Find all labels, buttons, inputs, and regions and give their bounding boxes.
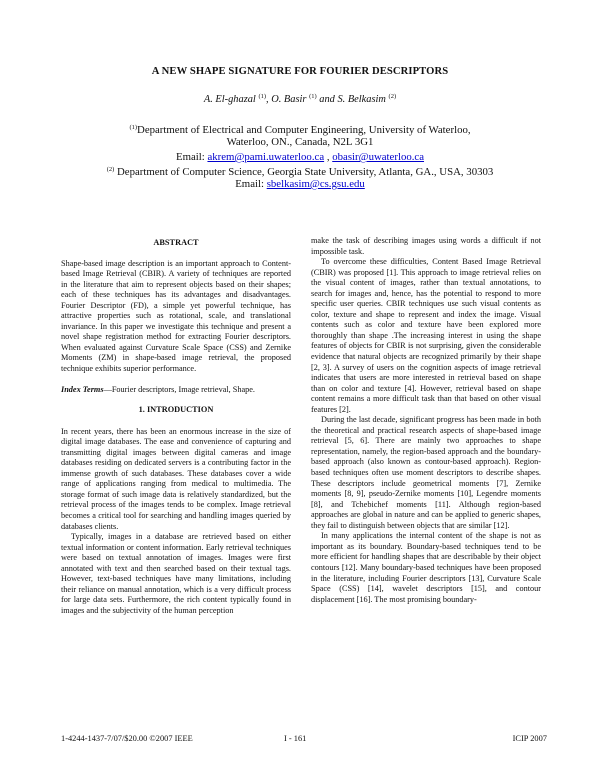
abstract-text: Shape-based image description is an important approach to Content-based Image Retrieval (CBIR). A variety of techniques are reported in the literature that aim to represent objects based on their shapes; each of these techniques has its advantages and disadvantages. Fourier Descriptor (FD), a simple yet powerful technique, has attractive properties such as rotational, scale, and translational invariance. In this paper we investigate this technique and present a novel shape registration method for extracting Fourier descriptors. When evaluated against Curvature Scale Space (CSS) and Zernike Moments (ZM) in shape-based image retrieval, the proposed technique exhibits superior performance.: [61, 258, 291, 374]
footer-conference: ICIP 2007: [512, 734, 547, 743]
author-affiliation-mark: (1): [309, 93, 317, 100]
author-name: O. Basir: [271, 94, 307, 105]
affiliation-2-email-line: [0, 177, 600, 191]
footer-page-number: I - 161: [284, 734, 307, 743]
email-label: Email:: [235, 178, 267, 190]
introduction-heading: 1. INTRODUCTION: [138, 405, 214, 415]
body-paragraph: Typically, images in a database are retrieved based on either textual information or content information. Early retrieval techniques were based on textual annotation of images. Images were first annotated with text and then searched based on their textual tags. However, text-based techniques have many limitations, including their reliance on manual annotation, which is a very difficult process for large data sets. Furthermore, the rich content typically found in images and the subjectivity of the human perception: [61, 532, 291, 615]
affiliation-1-email-line: [0, 150, 600, 164]
index-terms-label: Index Terms: [61, 384, 104, 394]
body-paragraph: In many applications the internal content of the shape is not as important as its boundary. Boundary-based techniques tend to be more efficient for handling shapes that are describable by their object contours [12]. Many boundary-based techniques have been proposed in the literature, including Fourier descriptors [13], Curvature Scale Space (CSS) [14], wavelet descriptors [15], and contour displacement [16]. The most promising boundary-: [311, 531, 541, 604]
footer-copyright: 1-4244-1437-7/07/$20.00 ©2007 IEEE: [61, 734, 193, 743]
email-separator: ,: [324, 151, 333, 163]
email-link[interactable]: akrem@pami.uwaterloo.ca: [207, 151, 325, 163]
author-list: [0, 93, 600, 105]
affiliation-mark: (2): [106, 166, 115, 173]
author-and: and: [316, 94, 338, 105]
email-label: Email:: [175, 151, 208, 163]
author-name: S. Belkasim: [337, 94, 386, 105]
affiliation-mark: (1): [129, 124, 138, 131]
author-separator: ,: [266, 94, 272, 105]
author-affiliation-mark: (1): [258, 93, 267, 100]
page-footer: [61, 734, 547, 746]
right-column: [311, 236, 541, 605]
email-link[interactable]: sbelkasim@cs.gsu.edu: [266, 178, 365, 190]
paper-title: A NEW SHAPE SIGNATURE FOR FOURIER DESCRIPTORS: [151, 66, 449, 77]
affiliation-text: Department of Electrical and Computer Engineering, University of Waterloo,: [137, 124, 471, 136]
body-paragraph: In recent years, there has been an enormous increase in the size of digital image databases. The ease and convenience of capturing and transmitting digital images between digital cameras and image databases residing on dedicated servers is a contributing factor in the immense growth of such databases. These databases cover a wide range of applications ranging from medical to multimedia. The storage format of such image data is relatively standardized, but the retrieval process of the images tends to be complex. Image retrieval becomes a critical tool for searching and handling images queried by databases clients.: [61, 426, 291, 531]
affiliation-text: Department of Computer Science, Georgia State University, Atlanta, GA., USA, 30303: [114, 166, 494, 178]
body-paragraph: To overcome these difficulties, Content Based Image Retrieval (CBIR) was proposed [1]. This approach to image retrieval relies on the visual content of images, rather than textual annotations, to search for images and, hence, has the potential to respond to more specific user queries. CBIR techniques use such visual contents as color, texture and shape to represent and index the image. Visual contents such as color and texture have been explored more thoroughly than shape .The increasing interest in using the shape features of objects for CBIR is not surprising, given the considerable evidence that natural objects are recognized primarily by their shape [2, 3]. A survey of users on the cognition aspects of image retrieval indicates that users are more interested in retrieval based on shape than on color and texture [4]. However, retrieval based on shape content remains a more difficult task than that based on other visual features [2].: [311, 257, 541, 414]
body-paragraph: During the last decade, significant progress has been made in both the theoretical and practical research aspects of shape-based image retrieval [5, 6]. There are mainly two approaches to shape representation, namely, the region-based approach and the boundary-based approach (also known as contour-based approach). Region-based techniques often use moment descriptors to describe shapes. These descriptors include geometrical moments [7], Zernike moments [8, 9], pseudo-Zernike moments [10], Legendre moments [8], and Tchebichef moments [11]. Although region-based approaches are global in nature and can be applied to generic shapes, they fail to distinguish between objects that are similar [12].: [311, 415, 541, 530]
author-affiliation-mark: (2): [388, 93, 397, 100]
author-name: A. El-ghazal: [203, 94, 256, 105]
body-paragraph: make the task of describing images using words a difficult if not impossible task.: [311, 236, 541, 256]
email-link[interactable]: obasir@uwaterloo.ca: [332, 151, 425, 163]
index-terms: [61, 385, 291, 396]
left-column: [61, 238, 291, 617]
abstract-heading: ABSTRACT: [153, 238, 199, 247]
index-terms-text: —Fourier descriptors, Image retrieval, Shape.: [103, 384, 255, 394]
affiliation-1-line-2: Waterloo, ON., Canada, N2L 3G1: [226, 136, 374, 148]
